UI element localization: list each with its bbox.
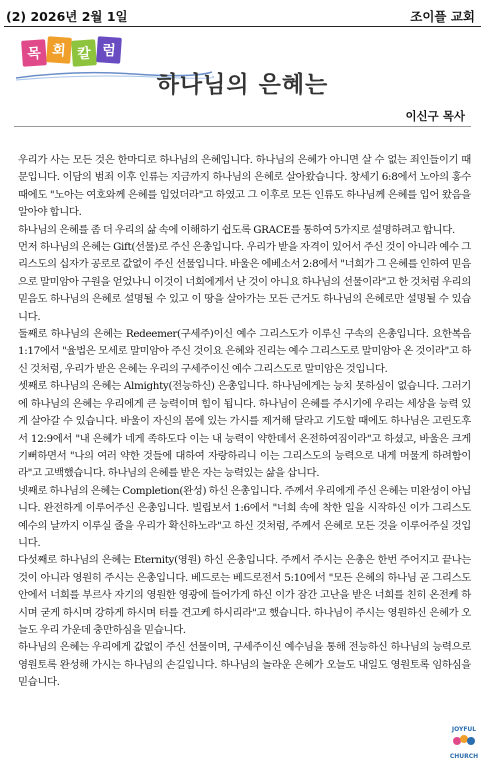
church-logo (449, 726, 479, 760)
column-body (18, 152, 471, 692)
paragraph: 하나님의 은혜는 우리에게 값없이 주신 선물이며, 구세주이신 예수님을 통해 전능하신 하나님의 능력으로 영원토록 완성해 가시는 하나님의 손길입니다. 하나님의 놀라운 은혜가 오늘도 내일도 영원토록 임하심을 믿습니다. (18, 641, 471, 689)
column-tile: 칼 (71, 39, 97, 67)
author: 이신구 목사 (405, 109, 465, 123)
logo-bottom-text: CHURCH (449, 753, 479, 760)
paragraph: 다섯째로 하나님의 은혜는 Eternity(영원) 하신 은총입니다. 주께서 주시는 은총은 한번 주어지고 끝나는 것이 아니라 영원히 주시는 은총입니다. 베드로는 베드로전서 5:10에서 "모든 은혜의 하나님 곧 그리스도 안에서 너희를 부르사 자기의 영원한 영광에 들어가게 하신 이가 잠간 고난을 받은 너희를 친히 온전케 하시며 굳게 하시며 강하게 하시며 터를 견고케 하시리라"고 했습니다. 하나님이 주시는 영원하신 은혜가 오늘도 우리 가운데 충만하심을 믿습니다. (18, 554, 471, 636)
top-bar (0, 0, 485, 28)
paragraph: 셋째로 하나님의 은혜는 Almighty(전능하신) 은총입니다. 하나님에게는 능치 못하심이 없습니다. 그러기에 하나님의 은혜는 우리에게 큰 능력이며 힘이 됩니다. 하나님이 은혜를 주시기에 우리는 세상을 능력 있게 살아갈 수 있습니다. 바울이 자신의 몸에 있는 가시를 제거해 달라고 기도할 때에도 하나님은 고린도후서 12:9에서 "내 은혜가 네게 족하도다 이는 내 능력이 약한데서 온전하여짐이라"고 하셨고, 바울은 크게 기뻐하면서 "나의 여러 약한 것들에 대하여 자랑하리니 이는 그리스도의 능력으로 내게 머물게 하려함이라"고 고백했습니다. 하나님의 은혜를 받은 자는 능력있는 삶을 삽니다. (18, 380, 471, 480)
church-name: 조이플 교회 (410, 9, 475, 24)
issue-date: (2) 2026년 2월 1일 (6, 9, 128, 24)
header-divider (14, 126, 471, 127)
top-divider (4, 26, 481, 27)
column-tile: 회 (46, 36, 72, 64)
paragraph: 둘째로 하나님의 은혜는 Redeemer(구세주)이신 예수 그리스도가 이루신 구속의 은총입니다. 요한복음 1:17에서 "율법은 모세로 말미암아 주신 것이요 은혜와 진리는 예수 그리스도로 말미암아 온 것이라"고 하신 것처럼, 우리가 받은 은혜는 우리의 구세주이신 예수 그리스도로 말미암은 것입니다. (18, 328, 471, 375)
column-header (0, 34, 485, 152)
column-tile: 목 (21, 39, 47, 67)
paragraph: 먼저 하나님의 은혜는 Gift(선물)로 주신 은총입니다. 우리가 받을 자격이 있어서 주신 것이 아니라 예수 그리스도의 십자가 공로로 값없이 주신 선물입니다. 바울은 에베소서 2:8에서 "너희가 그 은혜를 인하여 믿음으로 말미암아 구원을 얻었나니 이것이 너희에게서 난 것이 아니요 하나님의 선물이라"고 한 것처럼 우리의 믿음도 하나님의 은혜로 설명될 수 있고 이 땅을 살아가는 모든 근거도 하나님의 은혜로만 설명될 수 있습니다. (18, 241, 471, 323)
paragraph: 우리가 사는 모든 것은 한마디로 하나님의 은혜입니다. 하나님의 은혜가 아니면 살 수 없는 죄인들이기 때문입니다. 이담의 범죄 이후 인류는 지금까지 하나님의 은혜로 살아왔습니다. 창세기 6:8에서 노아의 홍수때에도 "노아는 여호와께 은혜를 입었더라"고 하였고 그 이후로 모든 인류도 하나님께 은혜를 입어 왔음을 알아야 합니다. (18, 154, 471, 219)
paragraph: 넷째로 하나님의 은혜는 Completion(완성) 하신 은총입니다. 주께서 우리에게 주신 은혜는 미완성이 아닙니다. 완전하게 이루어주신 은총입니다. 빌립보서 1:6에서 "너희 속에 착한 일을 시작하신 이가 그리스도 예수의 날까지 이루실 줄을 우리가 확신하노라"고 하신 것처럼, 주께서 은혜로 모든 것을 이루어주실 것입니다. (18, 484, 471, 549)
column-label-tiles (22, 38, 121, 64)
logo-top-text: JOYFUL (451, 726, 477, 733)
column-tile: 럼 (96, 36, 122, 64)
paragraph: 하나님의 은혜를 좀 더 우리의 삶 속에 이해하기 쉽도록 GRACE를 통하여 5가지로 설명하려고 합니다. (18, 223, 455, 236)
sermon-title: 하나님의 은혜는 (156, 71, 329, 98)
logo-emblem-icon (449, 733, 479, 749)
